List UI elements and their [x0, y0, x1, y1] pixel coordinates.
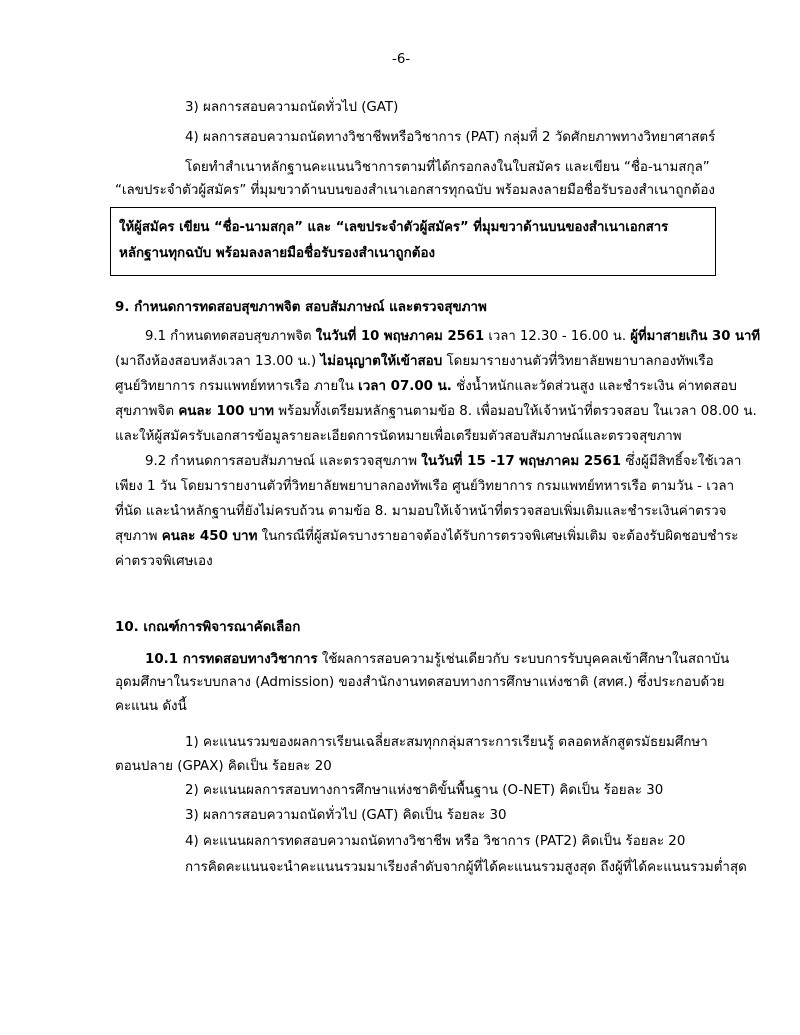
s10-item-2: 2) คะแนนผลการสอบทางการศึกษาแห่งชาติขั้นพื้นฐาน (O-NET) คิดเป็น ร้อยละ 30	[185, 783, 664, 798]
s10-p1-line-3: คะแนน ดังนี้	[115, 699, 187, 714]
s10-closing: การคิดคะแนนจะนำคะแนนรวมมาเรียงลำดับจากผู้ที่ได้คะแนนรวมสูงสุด ถึงผู้ที่ได้คะแนนรวมต่ำสุด	[185, 860, 747, 875]
intro-item-3: 3) ผลการสอบความถนัดทั่วไป (GAT)	[185, 100, 399, 115]
section-9-heading: 9. กำหนดการทดสอบสุขภาพจิต สอบสัมภาษณ์ และตรวจสุขภาพ	[115, 300, 487, 315]
intro-paragraph-line-1: โดยทำสำเนาหลักฐานคะแนนวิชาการตามที่ได้กรอกลงในใบสมัคร และเขียน “ชื่อ-นามสกุล”	[185, 160, 710, 175]
section-10-heading: 10. เกณฑ์การพิจารณาคัดเลือก	[115, 620, 301, 635]
s10-item-1-line-2: ตอนปลาย (GPAX) คิดเป็น ร้อยละ 20	[115, 759, 332, 774]
s10-item-3: 3) ผลการสอบความถนัดทั่วไป (GAT) คิดเป็น ร้อยละ 30	[185, 808, 507, 823]
s10-p1-line-1: 10.1 การทดสอบทางวิชาการ ใช้ผลการสอบความรู้เช่นเดียวกับ ระบบการรับบุคคลเข้าศึกษาในสถาบัน	[145, 652, 730, 667]
s9-p1-line-5: และให้ผู้สมัครรับเอกสารข้อมูลรายละเอียดการนัดหมายเพื่อเตรียมตัวสอบสัมภาษณ์และตรวจสุขภาพ	[115, 429, 682, 444]
s9-p2-line-2: เพียง 1 วัน โดยมารายงานตัวที่วิทยาลัยพยาบาลกองทัพเรือ ศูนย์วิทยาการ กรมแพทย์ทหารเรือ ตามวัน - เวลา	[115, 479, 735, 494]
s9-p2-line-3: ที่นัด และนำหลักฐานที่ยังไม่ครบถ้วน ตามข้อ 8. มามอบให้เจ้าหน้าที่ตรวจสอบเพิ่มเติมและชำระเงินค่าตรวจ	[115, 504, 727, 519]
s10-p1-line-2: อุดมศึกษาในระบบกลาง (Admission) ของสำนักงานทดสอบทางการศึกษาแห่งชาติ (สทศ.) ซึ่งประกอบด้วย	[115, 675, 725, 690]
page-number: -6-	[392, 52, 411, 67]
s9-p2-line-5: ค่าตรวจพิเศษเอง	[115, 554, 213, 569]
s9-p1-line-2: (มาถึงห้องสอบหลังเวลา 13.00 น.) ไม่อนุญาตให้เข้าสอบ โดยมารายงานตัวที่วิทยาลัยพยาบาลกองทัพเรือ	[115, 354, 714, 369]
s9-p2-line-1: 9.2 กำหนดการสอบสัมภาษณ์ และตรวจสุขภาพ ในวันที่ 15 -17 พฤษภาคม 2561 ซึ่งผู้มีสิทธิ์จะใช้เวลา	[145, 454, 742, 469]
s9-p2-line-4: สุขภาพ คนละ 450 บาท ในกรณีที่ผู้สมัครบางรายอาจต้องได้รับการตรวจพิเศษเพิ่มเติม จะต้องรับผิดชอบชำระ	[115, 529, 739, 544]
intro-paragraph-line-2: “เลขประจำตัวผู้สมัคร” ที่มุมขวาด้านบนของสำเนาเอกสารทุกฉบับ พร้อมลงลายมือชื่อรับรองสำเนาถูกต้อง	[115, 183, 715, 198]
s9-p1-line-3: ศูนย์วิทยาการ กรมแพทย์ทหารเรือ ภายใน เวลา 07.00 น. ชั่งน้ำหนักและวัดส่วนสูง และชำระเงิน ค่าทดสอบ	[115, 379, 737, 394]
intro-item-4: 4) ผลการสอบความถนัดทางวิชาชีพหรือวิชาการ (PAT) กลุ่มที่ 2 วัดศักยภาพทางวิทยาศาสตร์	[185, 130, 716, 145]
s9-p1-line-4: สุขภาพจิต คนละ 100 บาท พร้อมทั้งเตรียมหลักฐานตามข้อ 8. เพื่อมอบให้เจ้าหน้าที่ตรวจสอบ ในเวลา 08.00 น.	[115, 404, 757, 419]
s10-item-1-line-1: 1) คะแนนรวมของผลการเรียนเฉลี่ยสะสมทุกกลุ่มสาระการเรียนรู้ ตลอดหลักสูตรมัธยมศึกษา	[185, 735, 708, 750]
notice-line-2: หลักฐานทุกฉบับ พร้อมลงลายมือชื่อรับรองสำเนาถูกต้อง	[119, 246, 436, 261]
notice-line-1: ให้ผู้สมัคร เขียน “ชื่อ-นามสกุล” และ “เลขประจำตัวผู้สมัคร” ที่มุมขวาด้านบนของสำเนาเอกสาร	[119, 220, 669, 235]
s9-p1-line-1: 9.1 กำหนดทดสอบสุขภาพจิต ในวันที่ 10 พฤษภาคม 2561 เวลา 12.30 - 16.00 น. ผู้ที่มาสายเกิน 30 นาที	[145, 329, 761, 344]
notice-box	[110, 207, 716, 276]
s10-item-4: 4) คะแนนผลการทดสอบความถนัดทางวิชาชีพ หรือ วิชาการ (PAT2) คิดเป็น ร้อยละ 20	[185, 834, 686, 849]
